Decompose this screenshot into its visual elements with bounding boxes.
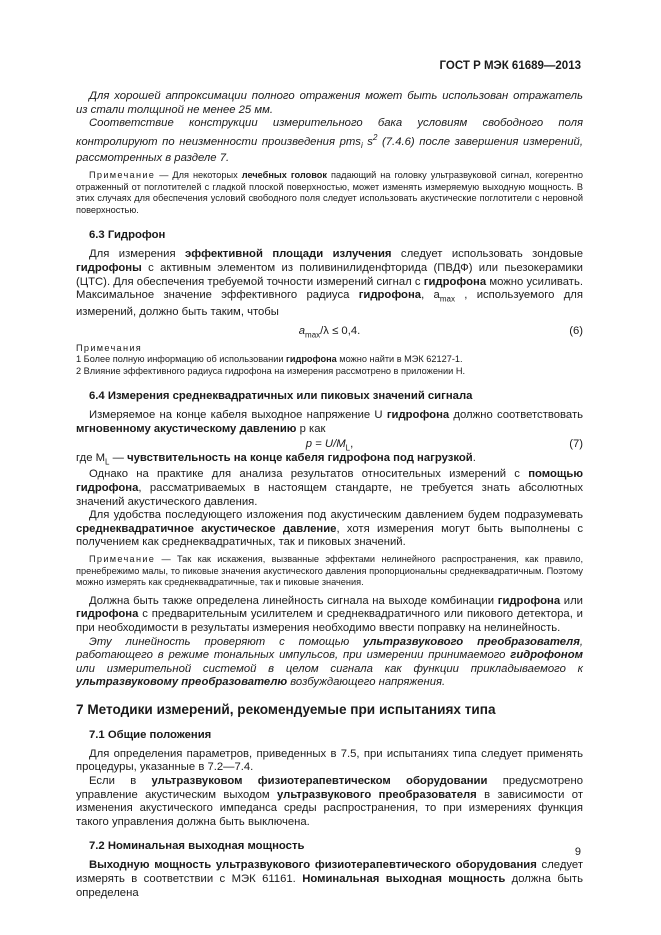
- note-distortion: Примечание — Так как искажения, вызванные эффектами нелинейного распространения, как правило, пренебрежимо малы, то пиковые значения акустического давления пропорциональны среднеквадратичным. Поэтому можно измерять как среднеквадратичные, так и пиковые значения.: [76, 553, 583, 588]
- paragraph-where: где $M_L$ — чувствительность на конце кабеля гидрофона под нагрузкой.: [76, 451, 476, 466]
- paragraph-linearity: Должна быть также определена линейность сигнала на выходе комбинации гидрофона или гидрофона с предварительным усилителем и среднеквадратичного или пикового детектора, и при необходимости в результаты измерения необходимо ввести поправку на нелинейность.: [76, 594, 583, 634]
- formula-number-6: (6): [569, 324, 583, 337]
- section-heading-6-3: 6.3 Гидрофон: [89, 229, 166, 242]
- section-heading-7: 7 Методики измерений, рекомендуемые при испытаниях типа: [76, 701, 496, 717]
- paragraph-linearity-check: Эту линейность проверяют с помощью ультразвукового преобразователя, работающего в режиме тональных импульсов, при измерении принимаемого гидрофоном или измерительной системой в целом сигнала как функции прикладываемого к ультразвуковому преобразователю возбуждающего напряжения.: [76, 635, 584, 689]
- paragraph-hydrophone: Для измерения эффективной площади излучения следует использовать зондовые гидрофоны с активным элементом из поливинилиденфторида (ПВДФ) или пьезокерамики (ЦТС). Для обеспечения требуемой точности измерений сигнал с гидрофона можно усиливать. Максимальное значение эффективного радиуса гидрофона, $a_{max}$ , используемого для измерений, должно быть таким, чтобы: [76, 248, 584, 318]
- page-body: [76, 90, 583, 900]
- section-heading-7-2: 7.2 Номинальная выходная мощность: [89, 840, 305, 853]
- notes-heading: Примечания: [76, 342, 143, 353]
- section-heading-6-4: 6.4 Измерения среднеквадратичных или пиковых значений сигнала: [89, 390, 473, 403]
- formula-7: $p = U/M_L$, (7): [305, 437, 583, 452]
- paragraph-rated-power: Выходную мощность ультразвукового физиотерапевтического оборудования следует измерять в соответствии с МЭК 61161. Номинальная выходная мощность должна быть определена: [76, 859, 584, 899]
- paragraph-relative: Однако на практике для анализа результатов относительных измерений с помощью гидрофона, рассматриваемых в настоящем стандарте, не требуется знать абсолютных значений акустического давления.: [76, 468, 583, 508]
- paragraph-voltage: Измеряемое на конце кабеля выходное напряжение U гидрофона должно соответствовать мгновенному акустическому давлению p как: [76, 409, 583, 435]
- formula-6: $a_{max}/\lambda \le 0,4$. (6): [298, 324, 583, 339]
- formula-number-7: (7): [569, 437, 583, 450]
- note-2: 2 Влияние эффективного радиуса гидрофона на измерения рассмотрено в приложении Н.: [76, 365, 466, 376]
- page-number: 9: [574, 846, 581, 858]
- section-heading-7-1: 7.1 Общие положения: [89, 728, 212, 741]
- paragraph-free-field: Соответствие конструкции измерительного бака условиям свободного поля контролируют по неизменности произведения pms$_i$ $s^2$ (7.4.6) после завершения измерений, рассмотренных в разделе 7.: [76, 117, 583, 165]
- paragraph-general: Для определения параметров, приведенных в 7.5, при испытаниях типа следует применять процедуры, указанные в 7.2—7.4.: [76, 747, 583, 774]
- document-header-id: ГОСТ Р МЭК 61689—2013: [439, 60, 581, 72]
- paragraph-impedance: Если в ультразвуковом физиотерапевтическом оборудовании предусмотрено управление акустическим выходом ультразвукового преобразователя в зависимости от изменения акустического импеданса среды распространения, то при измерениях функция такого управления должна быть выключена.: [76, 775, 583, 828]
- note-1: 1 Более полную информацию об использовании гидрофона можно найти в МЭК 62127-1.: [76, 354, 463, 365]
- paragraph-rms: Для удобства последующего изложения под акустическим давлением будем подразумевать среднеквадратичное акустическое давление, хотя измерения могут быть выполнены с получением как среднеквадратичных, так и пиковых значений.: [76, 509, 583, 549]
- note-treatment-heads: Примечание — Для некоторых лечебных головок падающий на головку ультразвуковой сигнал, когерентно отраженный от поглотителей с гладкой плоской поверхностью, может изменять измеряемую выходную мощность. В этих случаях для обеспечения условий свободного поля следует использовать акустические поглотители с неровной поверхностью.: [76, 169, 583, 215]
- paragraph-reflector: Для хорошей аппроксимации полного отражения может быть использован отражатель из стали толщиной не менее 25 мм.: [76, 90, 583, 116]
